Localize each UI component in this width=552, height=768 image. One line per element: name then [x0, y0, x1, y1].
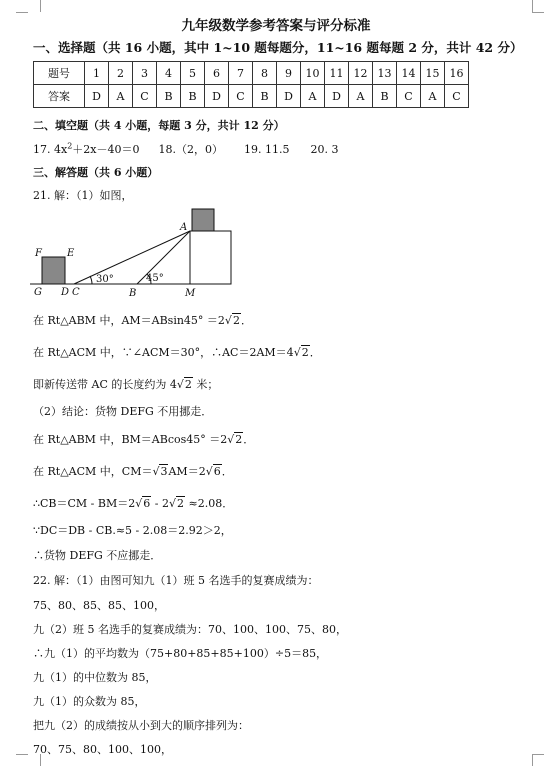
- table-cell: 9: [277, 62, 301, 85]
- solution-line-6: [33, 463, 233, 479]
- table-cell: B: [181, 85, 205, 108]
- crop-mark: [532, 754, 544, 755]
- radicand: 3: [160, 465, 168, 478]
- text-run: 在 Rt△ABM 中，AM＝ABsin45° ＝2: [33, 314, 225, 327]
- q17-exponent: 2: [67, 141, 73, 151]
- text-run: 即新传送带 AC 的长度约为 4: [33, 378, 177, 391]
- solution-line-9: ∴货物 DEFG 不应挪走．: [33, 549, 162, 562]
- label-a: A: [180, 222, 188, 233]
- solution-line-2: [33, 344, 321, 360]
- platform-building: [190, 231, 231, 284]
- table-cell: C: [397, 85, 421, 108]
- solution-line-8: ∵DC＝DB - CB.≈5 - 2.08＝2.92＞2，: [33, 524, 232, 537]
- table-cell: D: [85, 85, 109, 108]
- table-cell: 5: [181, 62, 205, 85]
- table-cell: B: [157, 85, 181, 108]
- table-header-cell: 题号: [34, 62, 85, 85]
- table-cell: A: [421, 85, 445, 108]
- crop-mark: [532, 754, 545, 766]
- table-cell: 12: [349, 62, 373, 85]
- table-cell: A: [109, 85, 133, 108]
- solution-line-13: ∴九（1）的平均数为（75+80+85+85+100）÷5＝85，: [33, 647, 328, 660]
- label-c: C: [72, 287, 80, 298]
- radicand: 6: [213, 465, 221, 478]
- sqrt-expression: √6: [135, 497, 151, 510]
- solution-line-3: [33, 376, 218, 392]
- section-heading-fill: 二、填空题（共 4 小题，每题 3 分，共计 12 分）: [33, 119, 285, 132]
- table-cell: B: [373, 85, 397, 108]
- text-run: ∴CB＝CM - BM＝2: [33, 497, 136, 510]
- cargo-box-defg: [42, 257, 65, 284]
- radicand: 2: [232, 314, 240, 327]
- label-m: M: [185, 288, 196, 299]
- geometry-figure: [30, 200, 250, 300]
- section-heading-solve: 三、解答题（共 6 小题）: [33, 166, 159, 179]
- radicand: 6: [143, 497, 151, 510]
- solution-line-11: 75、80、85、85、100，: [33, 599, 165, 612]
- table-cell: 10: [301, 62, 325, 85]
- table-cell: A: [349, 85, 373, 108]
- solution-line-15: 九（1）的众数为 85，: [33, 695, 146, 708]
- table-cell: 2: [109, 62, 133, 85]
- answer-table: [33, 61, 469, 108]
- radicand: 2: [235, 433, 243, 446]
- label-d: D: [61, 287, 70, 298]
- crop-mark: [532, 0, 545, 12]
- table-cell: 4: [157, 62, 181, 85]
- text-run: 米；: [192, 378, 219, 391]
- text-run: - 2: [151, 497, 169, 510]
- text-run: ≈2.08．: [184, 497, 234, 510]
- text-run: ．: [240, 314, 252, 327]
- cargo-box-top: [192, 209, 214, 231]
- crop-mark: [28, 0, 41, 12]
- table-row-answers: [34, 85, 469, 108]
- table-cell: 13: [373, 62, 397, 85]
- table-cell: 7: [229, 62, 253, 85]
- q18-answer: 18.（2，0）: [158, 143, 223, 156]
- table-cell: C: [133, 85, 157, 108]
- sqrt-expression: √2: [168, 497, 184, 510]
- table-cell: D: [205, 85, 229, 108]
- solution-line-5: [33, 431, 254, 447]
- solution-line-10: 22. 解：（1）由图可知九（1）班 5 名选手的复赛成绩为：: [33, 574, 319, 587]
- table-cell: B: [253, 85, 277, 108]
- q17-prefix: 17. 4x: [33, 143, 68, 156]
- label-e: E: [67, 248, 75, 259]
- radicand: 2: [301, 346, 309, 359]
- angle-arc-30: [90, 276, 92, 284]
- label-angle-30: 30°: [96, 274, 114, 285]
- crop-mark: [16, 12, 28, 13]
- table-cell: 3: [133, 62, 157, 85]
- radicand: 2: [176, 497, 184, 510]
- solution-line-14: 九（1）的中位数为 85，: [33, 671, 157, 684]
- solution-line-16: 把九（2）的成绩按从小到大的顺序排列为：: [33, 719, 249, 732]
- sqrt-expression: √2: [176, 378, 192, 391]
- label-f: F: [35, 248, 42, 259]
- label-b: B: [129, 288, 137, 299]
- fill-answers: [33, 141, 338, 157]
- q17-suffix: ＋2x－40＝0: [72, 143, 140, 156]
- q19-answer: 19. 11.5: [244, 143, 290, 156]
- solution-line-4: （2）结论：货物 DEFG 不用挪走．: [33, 405, 213, 418]
- table-cell: 14: [397, 62, 421, 85]
- text-run: 在 Rt△ACM 中，CM＝: [33, 465, 153, 478]
- radicand: 2: [184, 378, 192, 391]
- solution-line-1: [33, 312, 252, 328]
- sqrt-expression: √3: [152, 465, 168, 478]
- q20-answer: 20. 3: [310, 143, 339, 156]
- label-angle-45: 45°: [146, 273, 164, 284]
- table-cell: A: [301, 85, 325, 108]
- text-run: ．: [221, 465, 233, 478]
- table-cell: 1: [85, 62, 109, 85]
- sqrt-expression: √6: [205, 465, 221, 478]
- belt-ac: [74, 231, 190, 284]
- table-cell: D: [277, 85, 301, 108]
- solution-line-7: [33, 495, 233, 511]
- sqrt-expression: √2: [293, 346, 309, 359]
- table-cell: 15: [421, 62, 445, 85]
- table-cell: D: [325, 85, 349, 108]
- solution-line-12: 九（2）班 5 名选手的复赛成绩为：70、100、100、75、80，: [33, 623, 347, 636]
- table-cell: 8: [253, 62, 277, 85]
- text-run: AM＝2: [168, 465, 206, 478]
- crop-mark: [532, 12, 544, 13]
- table-cell: C: [229, 85, 253, 108]
- crop-mark: [16, 754, 28, 755]
- section-heading-choice: 一、选择题（共 16 小题，其中 1~10 题每题分，11~16 题每题 2 分，共计 42 分）: [33, 40, 523, 55]
- text-run: 在 Rt△ABM 中，BM＝ABcos45° ＝2: [33, 433, 228, 446]
- table-cell: 6: [205, 62, 229, 85]
- text-run: ．: [243, 433, 255, 446]
- table-row-numbers: [34, 62, 469, 85]
- text-run: 在 Rt△ACM 中，∵∠ACM＝30°，∴AC＝2AM＝4: [33, 346, 294, 359]
- text-run: ．: [309, 346, 321, 359]
- table-header-cell: 答案: [34, 85, 85, 108]
- solution-line-17: 70、75、80、100、100，: [33, 743, 172, 756]
- page-title: 九年级数学参考答案与评分标准: [181, 18, 371, 34]
- label-g: G: [34, 287, 42, 298]
- sqrt-expression: √2: [227, 433, 243, 446]
- q21-intro: 21. 解：（1）如图，: [33, 189, 133, 202]
- sqrt-expression: √2: [224, 314, 240, 327]
- table-cell: 16: [445, 62, 469, 85]
- table-cell: C: [445, 85, 469, 108]
- q17-answer: [33, 143, 140, 156]
- table-cell: 11: [325, 62, 349, 85]
